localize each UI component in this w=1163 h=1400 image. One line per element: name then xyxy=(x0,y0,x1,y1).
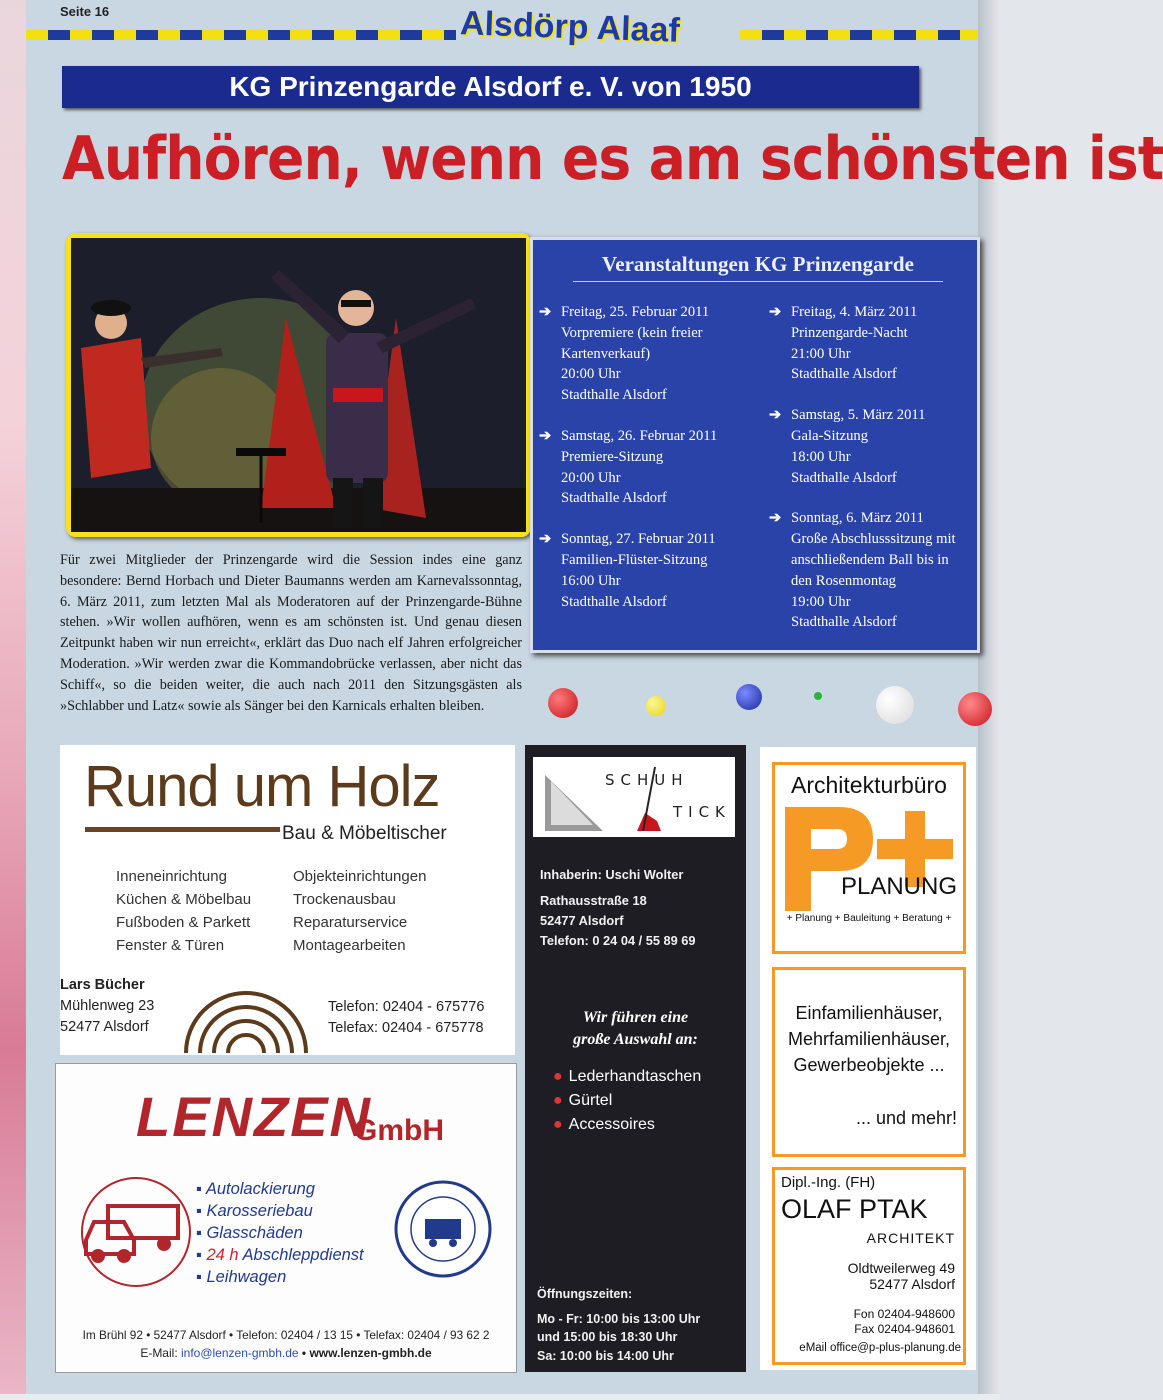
lenzen-gmbh: GmbH xyxy=(354,1114,444,1147)
schuh-owner: Inhaberin: Uschi Wolter xyxy=(540,867,684,882)
schuh-products xyxy=(553,1065,701,1137)
arch-email[interactable]: eMail office@p-plus-planung.de xyxy=(799,1342,961,1354)
arch-logo-box xyxy=(772,762,966,954)
email-label: E-Mail: xyxy=(140,1346,181,1360)
arch-street: Oldtweilerweg 49 xyxy=(847,1260,955,1276)
website-link[interactable]: • www.lenzen-gmbh.de xyxy=(298,1346,432,1360)
arrow-right-icon: ➔ xyxy=(769,510,782,527)
page-headline: Aufhören, wenn es am schönsten ist xyxy=(62,124,1163,194)
stage-performers-image xyxy=(71,238,526,532)
holz-services-right xyxy=(293,865,426,957)
ball-yellow xyxy=(646,696,666,716)
shoe-logo-icon xyxy=(533,757,735,837)
service-item: Reparaturservice xyxy=(293,914,408,931)
hours-line: und 15:00 bis 18:30 Uhr xyxy=(537,1330,678,1344)
event-date: Sonntag, 6. März 2011 xyxy=(791,510,924,527)
holz-street: Mühlenweg 23 xyxy=(60,998,155,1014)
service-item: Fenster & Türen xyxy=(116,937,225,954)
schuh-logo-text: SCHUH xyxy=(605,771,689,789)
event-item xyxy=(769,405,981,488)
holz-owner: Lars Bücher xyxy=(60,977,145,993)
article-text: Für zwei Mitglieder der Prinzengarde wird die Session indes eine ganz besondere: Bernd Horbach und Dieter Baumanns werden am Karnevalssonntag, 6. März 2011, zum letzten Mal als Moderatoren auf der Prinzengarde-Bühne stehen. »Wir wollen aufhören, wenn es am schönsten ist. Und genau diesen Zeitpunkt haben wir nun erreicht«, erklärt das Duo nach elf Jahren erfolgreicher Moderation. »Wir werden zwar die Kommandobrücke verlassen, aber nicht das Schiff«, so die beiden weiter, die auch nach 2011 den Sitzungsgästen als »Schlabber und Latz« sowie als Sänger bei den Karnicals erhalten bleiben. xyxy=(60,552,522,714)
event-item xyxy=(539,302,751,406)
meisterbetrieb-seal xyxy=(393,1179,493,1279)
ad-rund-um-holz xyxy=(60,745,515,1055)
arch-fax: Fax 02404-948601 xyxy=(854,1322,955,1336)
bottom-page-edge xyxy=(0,1394,1000,1400)
car-truck-icon xyxy=(72,1176,202,1288)
section-banner: KG Prinzengarde Alsdorf e. V. von 1950 xyxy=(62,66,919,108)
ad-architekturbuero xyxy=(760,747,976,1370)
event-item xyxy=(539,529,751,612)
bullet-icon: ● xyxy=(553,1092,563,1109)
event-venue: Stadthalle Alsdorf xyxy=(791,366,897,383)
event-date: Samstag, 5. März 2011 xyxy=(791,407,926,424)
arch-contact-box xyxy=(772,1167,966,1365)
event-time: 19:00 Uhr xyxy=(791,593,851,610)
arch-role: ARCHITEKT xyxy=(866,1230,955,1246)
service-item: ▪ Glasschäden xyxy=(196,1224,303,1242)
holz-phone: Telefon: 02404 - 675776 xyxy=(328,999,485,1015)
page-number: Seite 16 xyxy=(60,4,110,19)
ball-green xyxy=(814,692,822,700)
stage-photo xyxy=(66,233,531,537)
ad-lenzen xyxy=(55,1063,517,1373)
event-venue: Stadthalle Alsdorf xyxy=(791,469,897,486)
arrow-right-icon: ➔ xyxy=(769,304,782,320)
left-decoration xyxy=(0,0,26,1400)
events-column-1 xyxy=(539,302,751,632)
slogan-line: große Auswahl an: xyxy=(573,1031,698,1048)
event-item xyxy=(769,508,981,633)
event-time: 21:00 Uhr xyxy=(791,345,851,362)
hours-line: Sa: 10:00 bis 14:00 Uhr xyxy=(537,1348,674,1363)
event-date: Sonntag, 27. Februar 2011 xyxy=(561,531,716,548)
holz-city: 52477 Alsdorf xyxy=(60,1019,149,1035)
lenzen-logo: LENZEN xyxy=(136,1085,372,1148)
email-link[interactable]: info@lenzen-gmbh.de xyxy=(180,1346,299,1360)
lenzen-contact xyxy=(56,1346,516,1360)
ad-schuh-tick xyxy=(525,745,746,1372)
arrow-right-icon: ➔ xyxy=(539,427,552,444)
arch-more: ... und mehr! xyxy=(855,1108,957,1128)
events-box xyxy=(530,237,980,653)
ball-red xyxy=(548,688,578,718)
event-name: Familien-Flüster-Sitzung xyxy=(561,551,708,568)
wood-rings-icon xyxy=(178,975,313,1053)
event-date: Samstag, 26. Februar 2011 xyxy=(561,427,718,444)
service-item: Objekteinrichtungen xyxy=(293,868,427,885)
event-name: Prinzengarde-Nacht xyxy=(791,324,908,341)
event-time: 18:00 Uhr xyxy=(791,448,851,465)
event-name-cont: anschließendem Ball bis in xyxy=(791,551,949,568)
arch-title: Architekturbüro xyxy=(791,772,947,798)
bullet-icon: ● xyxy=(553,1116,563,1133)
schuh-info xyxy=(540,865,696,951)
event-item xyxy=(539,426,751,509)
ball-red-2 xyxy=(958,692,992,726)
ball-blue xyxy=(736,684,762,710)
lenzen-services xyxy=(196,1178,364,1288)
service-item: ▪ 24 h Abschleppdienst xyxy=(196,1246,364,1264)
service-item: ▪ Karosseriebau xyxy=(196,1202,313,1220)
service-item: Trockenausbau xyxy=(293,891,396,908)
seal-icon xyxy=(393,1179,493,1279)
events-column-2 xyxy=(769,302,981,653)
arrow-right-icon: ➔ xyxy=(769,407,782,424)
event-time: 20:00 Uhr xyxy=(561,469,621,486)
event-date: Freitag, 25. Februar 2011 xyxy=(561,304,710,320)
arch-phone-block xyxy=(775,1307,955,1337)
event-name: Vorpremiere (kein freier xyxy=(561,324,703,341)
arch-claim: + Planung + Bauleitung + Beratung + xyxy=(786,913,952,924)
service-item: ▪ Autolackierung xyxy=(196,1180,315,1198)
arch-services-box xyxy=(772,967,966,1157)
event-name-cont: den Rosenmontag xyxy=(791,572,896,589)
holz-subtitle: Bau & Möbeltischer xyxy=(282,823,447,844)
event-venue: Stadthalle Alsdorf xyxy=(561,490,667,507)
schuh-city: 52477 Alsdorf xyxy=(540,913,624,928)
header-stripe-left xyxy=(26,30,456,40)
ball-white xyxy=(876,686,914,724)
holz-contact xyxy=(328,997,484,1039)
event-name: Große Abschlusssitzung mit xyxy=(791,531,956,548)
schuh-slogan xyxy=(533,1007,738,1051)
schuh-street: Rathausstraße 18 xyxy=(540,893,647,908)
schuh-phone: Telefon: 0 24 04 / 55 89 69 xyxy=(540,933,696,948)
schuh-opening-hours xyxy=(537,1285,700,1365)
arch-name: OLAF PTAK xyxy=(781,1194,928,1224)
hours-title: Öffnungszeiten: xyxy=(537,1287,633,1301)
service-item: Fußboden & Parkett xyxy=(116,914,251,931)
holz-services-left xyxy=(116,865,251,957)
arch-city: 52477 Alsdorf xyxy=(869,1276,955,1292)
holz-fax: Telefax: 02404 - 675778 xyxy=(328,1020,484,1036)
arch-types xyxy=(775,1000,963,1078)
event-venue: Stadthalle Alsdorf xyxy=(561,387,667,404)
type-item: Mehrfamilienhäuser, xyxy=(787,1029,951,1049)
product-item: ● Lederhandtaschen xyxy=(553,1068,702,1085)
event-name-cont: Kartenverkauf) xyxy=(561,345,651,362)
arrow-right-icon: ➔ xyxy=(539,304,552,320)
service-item: Küchen & Möbelbau xyxy=(116,891,252,908)
arch-planung: PLANUNG xyxy=(840,873,957,900)
product-item: ● Gürtel xyxy=(553,1092,613,1109)
event-name: Gala-Sitzung xyxy=(791,427,869,444)
holz-logo-bar xyxy=(85,827,280,832)
brand-title: Alsdörp Alaaf xyxy=(459,4,681,50)
lenzen-address: Im Brühl 92 • 52477 Alsdorf • Telefon: 02404 / 13 15 • Telefax: 02404 / 93 62 2 xyxy=(82,1328,490,1342)
event-venue: Stadthalle Alsdorf xyxy=(791,614,897,631)
arch-degree: Dipl.-Ing. (FH) xyxy=(781,1174,876,1191)
event-date: Freitag, 4. März 2011 xyxy=(791,304,918,320)
events-title: Veranstaltungen KG Prinzengarde xyxy=(573,252,943,282)
event-name: Premiere-Sitzung xyxy=(561,448,664,465)
arch-address xyxy=(775,1260,955,1292)
product-item: ● Accessoires xyxy=(553,1116,655,1133)
header-stripe-right xyxy=(740,30,978,40)
event-time: 20:00 Uhr xyxy=(561,366,621,383)
event-time: 16:00 Uhr xyxy=(561,572,621,589)
type-item: Einfamilienhäuser, xyxy=(795,1003,943,1023)
schuh-logo xyxy=(533,757,735,837)
bullet-icon: ● xyxy=(553,1068,563,1085)
holz-logo: Rund um Holz xyxy=(84,754,440,819)
type-item: Gewerbeobjekte ... xyxy=(793,1055,945,1075)
slogan-line: Wir führen eine xyxy=(582,1009,689,1026)
service-item: Inneneinrichtung xyxy=(116,868,227,885)
event-venue: Stadthalle Alsdorf xyxy=(561,593,667,610)
hours-line: Mo - Fr: 10:00 bis 13:00 Uhr xyxy=(537,1311,701,1326)
arch-phone: Fon 02404-948600 xyxy=(853,1307,955,1321)
holz-owner-block xyxy=(60,975,154,1038)
tick-logo-text: TICK xyxy=(673,803,731,821)
arrow-right-icon: ➔ xyxy=(539,531,552,548)
event-item xyxy=(769,302,981,385)
service-item: Montagearbeiten xyxy=(293,937,406,954)
service-item: ▪ Leihwagen xyxy=(196,1268,287,1286)
